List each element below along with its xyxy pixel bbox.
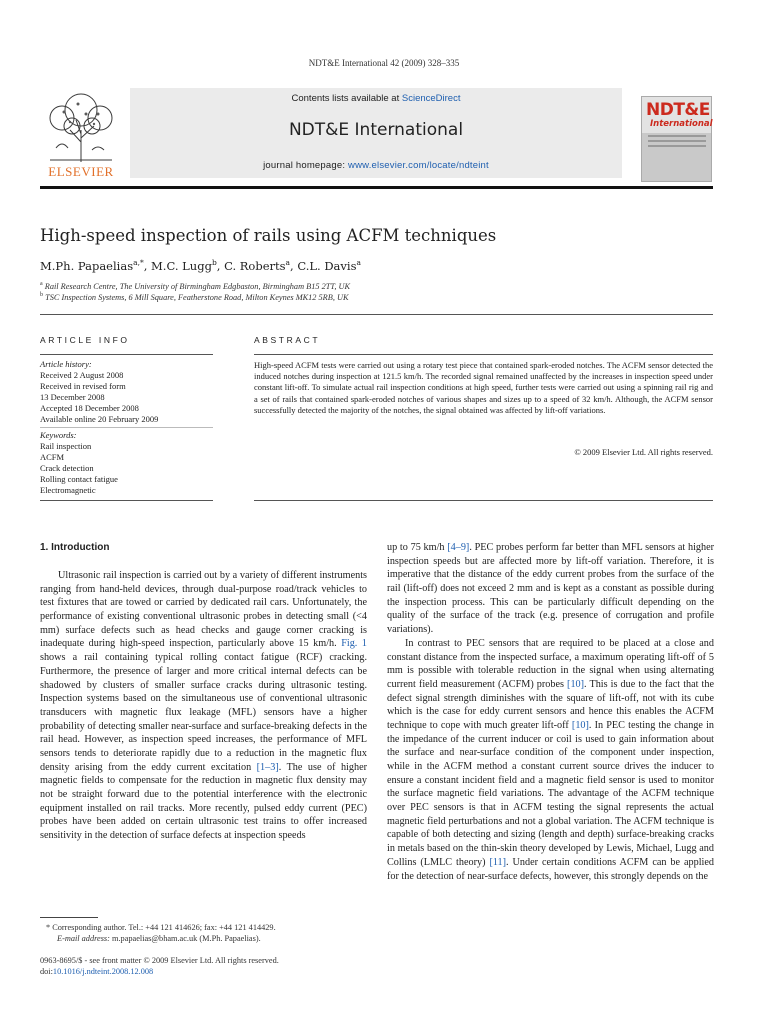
history-label: Article history: bbox=[40, 359, 92, 369]
article-info-heading: ARTICLE INFO bbox=[40, 335, 130, 345]
author-list bbox=[40, 258, 361, 273]
author-name[interactable]: M.Ph. Papaelias bbox=[40, 258, 134, 273]
doi-label: doi: bbox=[40, 967, 53, 976]
body-text: In contrast to PEC sensors that are required to be placed at a close and constant distance from the inspected surface, a maximum operating lift-off of 5 mm is possible with tolerable reduction in the signal when using alternating current field measurement (ACFM) probes bbox=[387, 637, 714, 690]
keywords-label: Keywords: bbox=[40, 430, 77, 440]
publisher-name: ELSEVIER bbox=[48, 164, 114, 179]
author-separator: , bbox=[216, 258, 225, 273]
abstract-text: High-speed ACFM tests were carried out using a rotary test piece that contained spark-eroded notches. The ACFM sensor detected the induced notches during inspection at 121.5 km/h. The recorded signal remained unaffected by the increases in inspection speed under constant lift-off. To simulate actual rail inspection conditions at high speed, further tests were carried out using a spinning rail rig and a set of rails that contained spark-eroded notches of various shapes and sizes up to a speed of 32 km/h. Although, the ACFM sensor successfully detected the majority of the notches, the signal obtained was affected by lift-off variations. bbox=[254, 360, 713, 415]
citation-link[interactable]: [10] bbox=[567, 678, 585, 690]
article-title: High-speed inspection of rails using ACFM techniques bbox=[40, 226, 497, 245]
footnote-rule bbox=[40, 917, 98, 918]
keyword: Rolling contact fatigue bbox=[40, 474, 118, 484]
doi-link[interactable]: 10.1016/j.ndteint.2008.12.008 bbox=[52, 967, 154, 976]
body-text: . In PEC testing the change in the impedance of the current inducer or coil is used to gain information about the surface and near-surface condition of the component under inspection, while in the ACFM method a constant current source drives the inducer to ensure a constant incident field and a magnetic field sensor is used to monitor the surface magnetic field variations. The advantage of the ACFM technique over PEC sensors is that in ACFM testing the signal represents the actual magnetic field perturbations and not a global variation. The ACFM technique is capable of both detecting and sizing (length and depth) surface-breaking cracks in metals based on the thin-skin theory developed by Lewis, Michael, Lugg and Collins (LMLC theory) bbox=[387, 719, 714, 868]
keyword: Electromagnetic bbox=[40, 485, 96, 495]
history-line: Received 2 August 2008 bbox=[40, 370, 124, 380]
issn-line: 0963-8695/$ - see front matter © 2009 Elsevier Ltd. All rights reserved. bbox=[40, 956, 279, 965]
body-text: . The use of higher magnetic fields to compensate for the reduction in magnetic flux density may not be straight forward due to the potential interference with the electronic equipment installed on rail tracks. More recently, pulsed eddy current (PEC) probes have been added on certain ultrasonic test trains to offer increased sensitivity in the detection of surface defects at inspection speeds bbox=[40, 761, 367, 842]
info-rule-bottom bbox=[40, 500, 213, 501]
journal-masthead bbox=[40, 88, 712, 184]
info-rule-top bbox=[40, 354, 213, 355]
doi-line bbox=[40, 967, 153, 976]
affiliation-text: Rail Research Centre, The University of Birmingham Edgbaston, Birmingham B15 2TT, UK bbox=[44, 281, 351, 291]
citation-link[interactable]: [4–9] bbox=[447, 542, 470, 553]
body-paragraph bbox=[40, 569, 367, 843]
journal-title: NDT&E International bbox=[288, 120, 464, 140]
abstract-heading: ABSTRACT bbox=[254, 335, 321, 345]
author-name[interactable]: M.C. Lugg bbox=[151, 258, 212, 273]
masthead-rule bbox=[40, 186, 713, 189]
cover-title: NDT&E bbox=[646, 100, 710, 120]
correspondence-footnote bbox=[46, 923, 276, 932]
sciencedirect-link[interactable]: ScienceDirect bbox=[401, 93, 461, 104]
homepage-line bbox=[130, 160, 622, 171]
article-history bbox=[40, 359, 213, 425]
contents-prefix: Contents lists available at bbox=[291, 93, 402, 104]
email-label: E-mail address: bbox=[57, 934, 110, 943]
history-line: Received in revised form bbox=[40, 381, 126, 391]
body-column-right bbox=[387, 541, 714, 883]
author-affil-mark: a bbox=[356, 258, 361, 267]
email-link[interactable]: m.papaelias@bham.ac.uk bbox=[112, 934, 198, 943]
affiliation-text: TSC Inspection Systems, 6 Mill Square, Featherstone Road, Milton Keynes MK12 5RB, UK bbox=[45, 292, 349, 302]
abstract-rule-top bbox=[254, 354, 713, 355]
author-affil-mark: b bbox=[211, 258, 217, 267]
body-text: . This is due to the fact that the defect signal strength diminishes with the square of lift-off, not with its cube which is the case for eddy current sensors and hence this enables the ACFM technique to cope with much greater lift-off bbox=[387, 678, 714, 731]
abstract-rule-bottom bbox=[254, 500, 713, 501]
info-divider bbox=[40, 427, 213, 428]
email-suffix: (M.Ph. Papaelias). bbox=[197, 934, 261, 943]
body-text: Ultrasonic rail inspection is carried out by a variety of different instruments ranging from hand-held devices, through dual-purpose road/track vehicles to test fixtures that are towed or carried by dedicated rail cars. Unfortunately, the performance of existing conventional ultrasonic probes in detecting small (<4 mm) surface defects such as head checks and gauge corner cracking is inadequate during high-speed inspection, particularly above 15 km/h. bbox=[40, 570, 367, 650]
citation-link[interactable]: [1–3] bbox=[256, 761, 279, 773]
correspondence-text: Corresponding author. Tel.: +44 121 414626; fax: +44 121 414429. bbox=[52, 923, 276, 932]
journal-cover-thumbnail[interactable] bbox=[641, 96, 712, 182]
body-paragraph bbox=[387, 541, 714, 637]
citation-link[interactable]: [11] bbox=[489, 856, 507, 868]
history-line: 13 December 2008 bbox=[40, 392, 105, 402]
email-footnote bbox=[57, 934, 261, 943]
affiliation-mark: b bbox=[40, 292, 43, 298]
cover-text-lines bbox=[648, 135, 706, 150]
author-affil-mark: a,* bbox=[133, 258, 144, 267]
affiliation-b bbox=[40, 292, 349, 302]
abstract-copyright: © 2009 Elsevier Ltd. All rights reserved. bbox=[574, 447, 713, 457]
history-line: Accepted 18 December 2008 bbox=[40, 403, 139, 413]
homepage-link[interactable]: www.elsevier.com/locate/ndteint bbox=[348, 160, 489, 171]
author-affil-mark: a bbox=[285, 258, 291, 267]
homepage-prefix: journal homepage: bbox=[263, 160, 349, 171]
keyword: Rail inspection bbox=[40, 441, 92, 451]
body-text: . Under certain conditions ACFM can be applied for the detection of near-surface defects, however, this strongly depends on the bbox=[387, 856, 714, 882]
author-separator: , bbox=[290, 258, 298, 273]
contents-line bbox=[130, 93, 622, 104]
author-name[interactable]: C. Roberts bbox=[224, 258, 286, 273]
body-text: . PEC probes perform far better than MFL sensors at higher inspection speeds but are affected more by lift-off variation. Therefore, it is imperative that the distance of the eddy current probes from the surface of the rail (lift-off) does not exceed 2 mm and is kept as a constant as possible during the inspection process. This can be particularly difficult depending on the quality of the surface of the track (e.g. presence of corrugation and profile variations). bbox=[387, 542, 714, 636]
keywords-block bbox=[40, 430, 213, 496]
running-head: NDT&E International 42 (2009) 328–335 bbox=[308, 58, 460, 68]
body-paragraph bbox=[387, 637, 714, 883]
elsevier-tree-icon bbox=[40, 90, 122, 164]
section-heading-introduction: 1. Introduction bbox=[40, 542, 110, 553]
keyword: ACFM bbox=[40, 452, 65, 462]
footnote-mark: * bbox=[46, 923, 51, 932]
body-text: shows a rail containing typical rolling contact fatigue (RCF) cracking. Furthermore, the presence of larger and more critical internal defects can be shadowed by clusters of smaller surface cracks during ultrasonic testing. Inspection systems based on the simultaneous use of conventional ultrasonic transducers with magnetic flux leakage (MFL) sensors have a higher probability of detecting smaller near-surface and surface-breaking defects in the rail head. However, as inspection speed increases, the performance of MFL sensors tends to deteriorate rapidly due to a reduction in the magnetic flux density arising from the eddy current excitation bbox=[40, 652, 367, 773]
cover-subtitle: International bbox=[650, 119, 713, 129]
keyword: Crack detection bbox=[40, 463, 94, 473]
body-text: up to 75 km/h bbox=[387, 542, 448, 553]
header-rule bbox=[40, 314, 713, 315]
affiliation-a bbox=[40, 281, 350, 291]
figure-link[interactable]: Fig. 1 bbox=[341, 638, 368, 650]
affiliation-mark: a bbox=[40, 281, 43, 287]
author-name[interactable]: C.L. Davis bbox=[297, 258, 357, 273]
history-line: Available online 20 February 2009 bbox=[40, 414, 159, 424]
author-separator: , bbox=[143, 258, 152, 273]
citation-link[interactable]: [10] bbox=[571, 719, 589, 731]
masthead-box bbox=[130, 88, 622, 178]
body-column-left bbox=[40, 569, 367, 843]
